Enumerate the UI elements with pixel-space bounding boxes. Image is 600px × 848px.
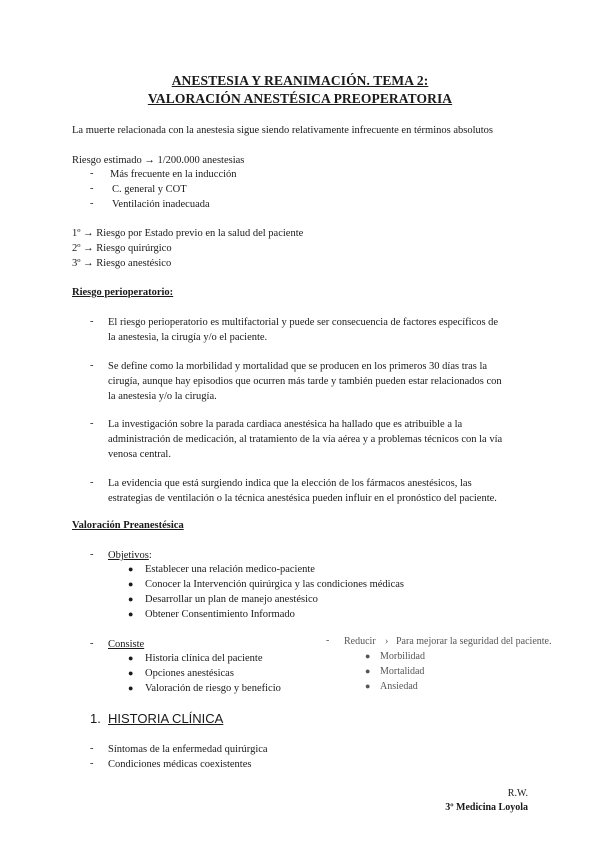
list-item: Obtener Consentimiento Informado (145, 609, 295, 620)
dash-marker: - (90, 477, 94, 488)
intro-text: La muerte relacionada con la anestesia sigue siendo relativamente infrecuente en términos absolutos (72, 125, 493, 136)
dash-marker: - (90, 183, 94, 194)
list-item: Más frecuente en la inducción (110, 169, 237, 180)
paragraph-line: cirugía, aunque hay episodios que ocurren más tarde y también pueden estar relacionados con (108, 376, 502, 387)
title-line-2: VALORACIÓN ANESTÉSICA PREOPERATORIA (147, 91, 453, 106)
ranking-item: 3º → Riesgo anestésico (72, 258, 172, 269)
consiste-label: Consiste (108, 639, 145, 650)
list-item: Mortalidad (380, 666, 425, 677)
reducir-text: Para mejorar la seguridad del paciente. (396, 636, 552, 647)
footer-course: 3º Medicina Loyola (445, 802, 528, 813)
bullet-icon: ● (128, 594, 134, 604)
dash-marker: - (90, 198, 94, 209)
paragraph-line: La investigación sobre la parada cardiaca anestésica ha hallado que es atribuible a la (108, 419, 463, 430)
paragraph-line: Se define como la morbilidad y mortalidad que se producen en los primeros 30 días tras la (108, 361, 488, 372)
list-item: Opciones anestésicas (145, 668, 234, 679)
arrow-icon: › (385, 636, 389, 647)
dash-marker: - (90, 316, 94, 327)
reducir-label: Reducir (344, 636, 376, 647)
paragraph-line: El riesgo perioperatorio es multifactorial y puede ser consecuencia de factores específicos de (108, 317, 499, 328)
bullet-icon: ● (365, 681, 371, 691)
list-item: Valoración de riesgo y beneficio (145, 683, 281, 694)
section-number: 1. (90, 711, 101, 726)
riesgo-estimado: Riesgo estimado → 1/200.000 anestesias (72, 155, 245, 166)
list-item: C. general y COT (112, 184, 187, 195)
paragraph-line: administración de medicación, al tratamiento de la vía aérea y a problemas técnicos con la vía (108, 434, 503, 445)
dash-marker: - (90, 549, 94, 560)
dash-marker: - (90, 168, 94, 179)
list-item: Condiciones médicas coexistentes (108, 759, 252, 770)
dash-marker: - (90, 638, 94, 649)
bullet-icon: ● (365, 666, 371, 676)
list-item: Desarrollar un plan de manejo anestésico (145, 594, 318, 605)
objetivos-label (108, 549, 152, 563)
objetivos-word: Objetivos (108, 550, 149, 561)
dash-marker: - (90, 758, 94, 769)
paragraph-line: La evidencia que está surgiendo indica que la elección de los fármacos anestésicos, las (108, 478, 472, 489)
dash-marker: - (90, 360, 94, 371)
bullet-icon: ● (128, 683, 134, 693)
list-item: Conocer la Intervención quirúrgica y las condiciones médicas (145, 579, 405, 590)
list-item: Historia clínica del paciente (145, 653, 263, 664)
dash-marker: - (326, 635, 330, 646)
bullet-icon: ● (128, 609, 134, 619)
list-item: Ansiedad (380, 681, 418, 692)
dash-marker: - (90, 418, 94, 429)
historia-heading: HISTORIA CLÍNICA (108, 711, 224, 726)
bullet-icon: ● (128, 653, 134, 663)
bullet-icon: ● (128, 564, 134, 574)
objetivos-colon: : (148, 550, 152, 561)
list-item: Morbilidad (380, 651, 425, 662)
ranking-item: 1º → Riesgo por Estado previo en la salud del paciente (72, 228, 304, 239)
list-item: Síntomas de la enfermedad quirúrgica (108, 744, 268, 755)
paragraph-line: la anestesia y/o la cirugía. (108, 391, 217, 402)
ranking-item: 2º → Riesgo quirúrgico (72, 243, 172, 254)
dash-marker: - (90, 743, 94, 754)
list-item: Ventilación inadecuada (112, 199, 210, 210)
list-item: Establecer una relación medico-paciente (145, 564, 315, 575)
paragraph-line: estrategias de ventilación o la técnica anestésica pueden influir en el pronóstico del paciente. (108, 493, 497, 504)
bullet-icon: ● (128, 668, 134, 678)
paragraph-line: la anestesia, la cirugía y/o el paciente. (108, 332, 268, 343)
perioperatorio-heading: Riesgo perioperatorio: (72, 287, 174, 298)
footer-author: R.W. (507, 788, 528, 799)
bullet-icon: ● (128, 579, 134, 589)
bullet-icon: ● (365, 651, 371, 661)
valoracion-heading: Valoración Preanestésica (72, 520, 184, 531)
title-line-1: ANESTESIA Y REANIMACIÓN. TEMA 2: (171, 73, 429, 88)
paragraph-line: venosa central. (108, 449, 171, 460)
